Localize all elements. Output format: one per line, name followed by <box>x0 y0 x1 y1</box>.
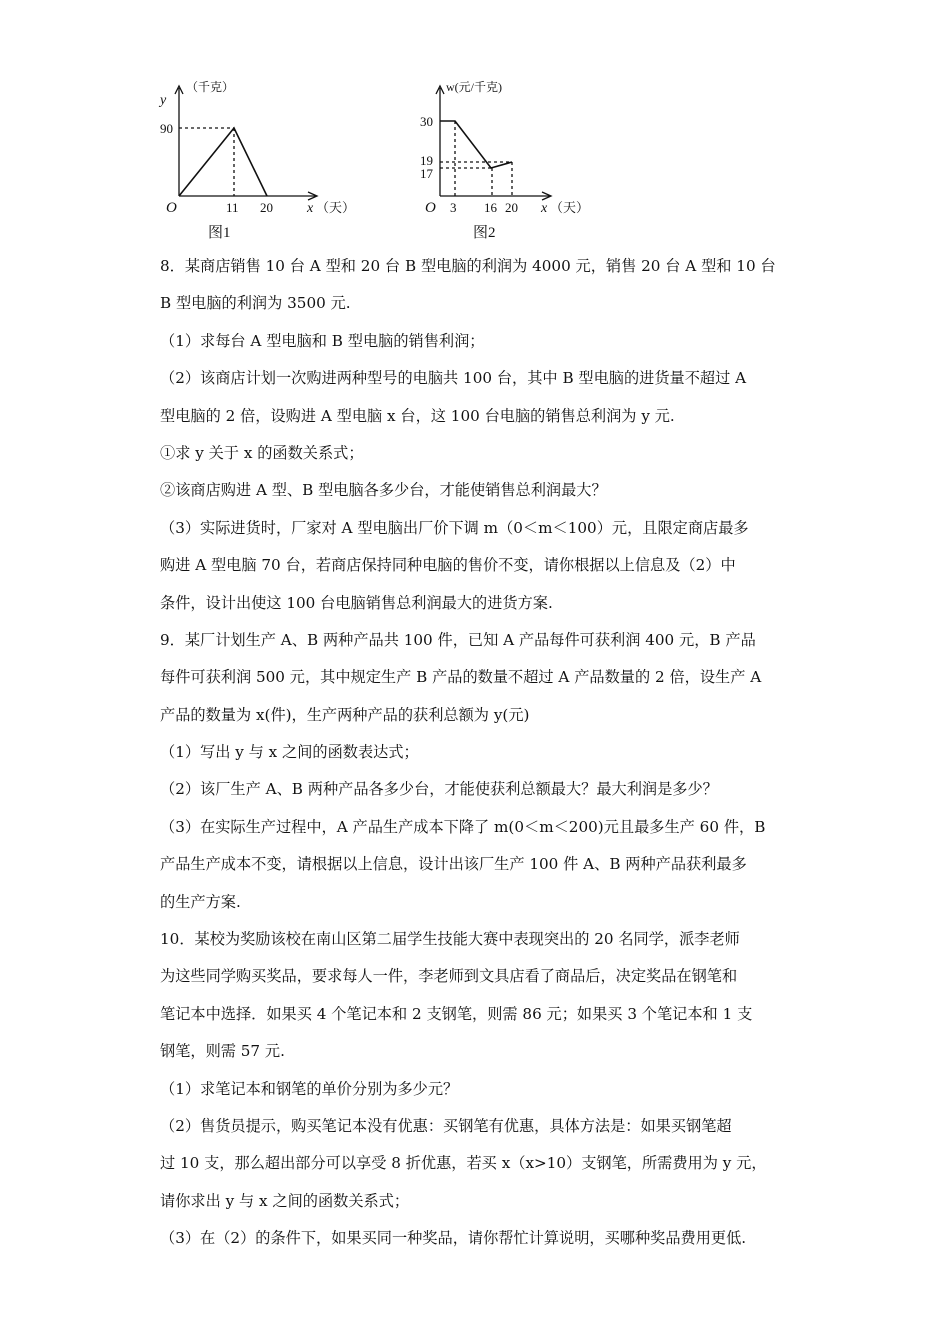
fig2-x-tick-16: 16 <box>484 200 497 215</box>
text-line: （3）在（2）的条件下，如果买同一种奖品，请你帮忙计算说明，买哪种奖品费用更低. <box>160 1229 747 1248</box>
text-line: 型电脑的 2 倍，设购进 A 型电脑 x 台，这 100 台电脑的销售总利润为 y 元. <box>160 406 675 425</box>
text-line: 每件可获利润 500 元，其中规定生产 B 产品的数量不超过 A 产品数量的 2 倍，设生产 A <box>160 668 762 687</box>
figure-graphs <box>150 74 620 246</box>
text-line: 请你求出 y 与 x 之间的函数关系式； <box>160 1191 410 1210</box>
fig2-y-tick-19: 19 <box>420 153 433 168</box>
text-line: 产品生产成本不变，请根据以上信息，设计出该厂生产 100 件 A、B 两种产品获利最多 <box>160 855 747 874</box>
fig1-caption: 图1 <box>208 225 231 241</box>
text-line: （2）该厂生产 A、B 两种产品各多少台，才能使获利总额最大？最大利润是多少？ <box>160 780 718 799</box>
text-line: 8．某商店销售 10 台 A 型和 20 台 B 型电脑的利润为 4000 元，销售 20 台 A 型和 10 台 <box>160 257 776 275</box>
fig1-series-line <box>179 128 267 196</box>
text-line: 钢笔，则需 57 元. <box>160 1042 285 1061</box>
fig1-x-unit: （天） <box>316 200 356 215</box>
text-line: 为这些同学购买奖品，要求每人一件，李老师到文具店看了商品后，决定奖品在钢笔和 <box>160 967 738 986</box>
fig1-x-tick-20: 20 <box>260 200 273 215</box>
fig1-y-tick-90: 90 <box>160 121 173 136</box>
text-line: B 型电脑的利润为 3500 元. <box>160 294 351 313</box>
fig2-caption: 图2 <box>473 225 496 241</box>
fig1-x-var: x <box>307 201 314 216</box>
fig1-y-var: y <box>160 93 167 108</box>
problem-text <box>160 248 792 1258</box>
figure-2 <box>436 86 551 200</box>
text-line: 9．某厂计划生产 A、B 两种产品共 100 件，已知 A 产品每件可获利润 400 元，B 产品 <box>160 630 756 649</box>
text-line: （1）写出 y 与 x 之间的函数表达式； <box>160 743 419 762</box>
fig2-x-tick-3: 3 <box>450 200 457 215</box>
figures <box>150 74 620 246</box>
text-line: 笔记本中选择．如果买 4 个笔记本和 2 支钢笔，则需 86 元；如果买 3 个笔记本和 1 支 <box>160 1004 753 1023</box>
fig1-origin: O <box>166 200 177 216</box>
text-line: ①求 y 关于 x 的函数关系式； <box>160 443 364 462</box>
text-line: 产品的数量为 x(件)，生产两种产品的获利总额为 y(元) <box>160 705 530 724</box>
fig2-x-var: x <box>541 201 548 216</box>
fig2-x-unit: （天） <box>550 200 590 215</box>
fig1-y-unit: （千克） <box>186 80 235 94</box>
text-line: （2）该商店计划一次购进两种型号的电脑共 100 台，其中 B 型电脑的进货量不超过 A <box>160 369 747 388</box>
text-line: （1）求每台 A 型电脑和 B 型电脑的销售利润； <box>160 331 485 350</box>
text-line: （1）求笔记本和钢笔的单价分别为多少元？ <box>160 1079 459 1098</box>
fig2-y-label: w(元/千克) <box>446 80 502 94</box>
text-line: （3）实际进货时，厂家对 A 型电脑出厂价下调 m（0＜m＜100）元，且限定商店最多 <box>160 518 749 537</box>
text-line: 购进 A 型电脑 70 台，若商店保持同种电脑的售价不变，请你根据以上信息及（2）中 <box>160 556 736 575</box>
fig2-origin: O <box>425 200 436 216</box>
text-line: （3）在实际生产过程中，A 产品生产成本下降了 m(0＜m＜200)元且最多生产 60 件，B <box>160 817 766 836</box>
fig2-y-tick-17: 17 <box>420 166 433 181</box>
text-line: 10．某校为奖励该校在南山区第二届学生技能大赛中表现突出的 20 名同学，派李老师 <box>160 930 740 949</box>
fig1-x-tick-11: 11 <box>226 200 239 215</box>
text-line: 的生产方案. <box>160 892 241 911</box>
text-line: ②该商店购进 A 型、B 型电脑各多少台，才能使销售总利润最大？ <box>160 481 607 500</box>
fig2-x-tick-20: 20 <box>505 200 518 215</box>
fig2-series-line <box>440 121 512 168</box>
figure-1 <box>175 86 317 200</box>
text-line: 条件，设计出使这 100 台电脑销售总利润最大的进货方案. <box>160 593 553 612</box>
text-line: 过 10 支，那么超出部分可以享受 8 折优惠，若买 x（x>10）支钢笔，所需费用为 y 元， <box>160 1154 767 1173</box>
text-line: （2）售货员提示，购买笔记本没有优惠：买钢笔有优惠，具体方法是：如果买钢笔超 <box>160 1116 732 1135</box>
fig2-y-tick-30: 30 <box>420 114 433 129</box>
